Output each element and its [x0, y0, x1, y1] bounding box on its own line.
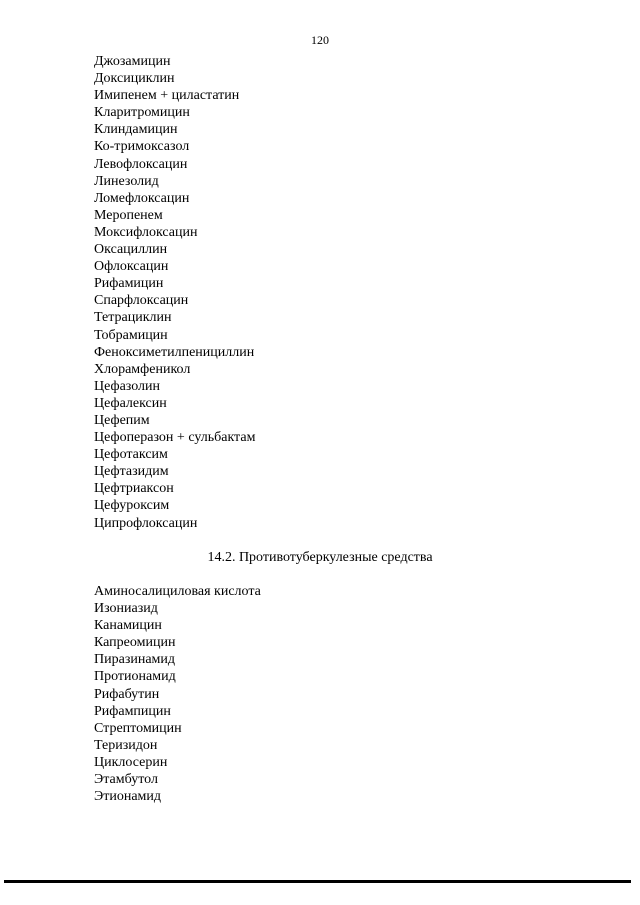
section-heading: 14.2. Противотуберкулезные средства [207, 550, 433, 565]
list-item: Тетрациклин [94, 310, 172, 326]
list-item: Этионамид [94, 789, 162, 805]
list-item: Рифамицин [94, 276, 164, 292]
list-item: Феноксиметилпенициллин [94, 344, 255, 360]
bottom-rule [4, 880, 631, 883]
list-item: Хлорамфеникол [94, 361, 191, 377]
list-item: Цефазолин [94, 378, 161, 394]
page-number: 120 [311, 33, 329, 47]
list-item: Спарфлоксацин [94, 293, 189, 309]
list-item: Меропенем [94, 207, 163, 223]
list-item: Ко-тримоксазол [94, 139, 190, 155]
list-item: Цефуроксим [94, 498, 170, 514]
list-item: Циклосерин [94, 754, 168, 770]
list-item: Рифампицин [94, 703, 171, 719]
list-item: Протионамид [94, 669, 176, 685]
list-item: Ломефлоксацин [94, 190, 190, 206]
list-item: Имипенем + циластатин [94, 88, 240, 104]
list-item: Этамбутол [94, 772, 158, 788]
list-item: Цефепим [94, 412, 150, 428]
list-item: Аминосалициловая кислота [94, 584, 261, 599]
list-item: Левофлоксацин [94, 156, 188, 172]
antibacterial-drug-list [94, 53, 255, 532]
list-item: Доксициклин [94, 71, 175, 87]
list-item: Офлоксацин [94, 259, 169, 275]
list-item: Тобрамицин [94, 327, 168, 343]
antituberculosis-drug-list [94, 583, 261, 805]
list-item: Линезолид [94, 173, 159, 189]
list-item: Клиндамицин [94, 122, 178, 138]
list-item: Теризидон [94, 737, 158, 753]
list-item: Стрептомицин [94, 720, 182, 736]
list-item: Ципрофлоксацин [94, 515, 198, 531]
list-item: Цефалексин [94, 395, 167, 411]
list-item: Джозамицин [94, 54, 171, 69]
list-item: Изониазид [94, 601, 158, 617]
list-item: Пиразинамид [94, 652, 176, 668]
list-item: Цефотаксим [94, 447, 168, 463]
list-item: Рифабутин [94, 686, 160, 702]
list-item: Цефтриаксон [94, 481, 174, 497]
list-item: Канамицин [94, 618, 162, 634]
list-item: Капреомицин [94, 635, 176, 651]
list-item: Кларитромицин [94, 105, 190, 121]
list-item: Цефоперазон + сульбактам [94, 430, 256, 446]
list-item: Цефтазидим [94, 464, 169, 480]
list-item: Оксациллин [94, 242, 168, 258]
list-item: Моксифлоксацин [94, 224, 198, 240]
